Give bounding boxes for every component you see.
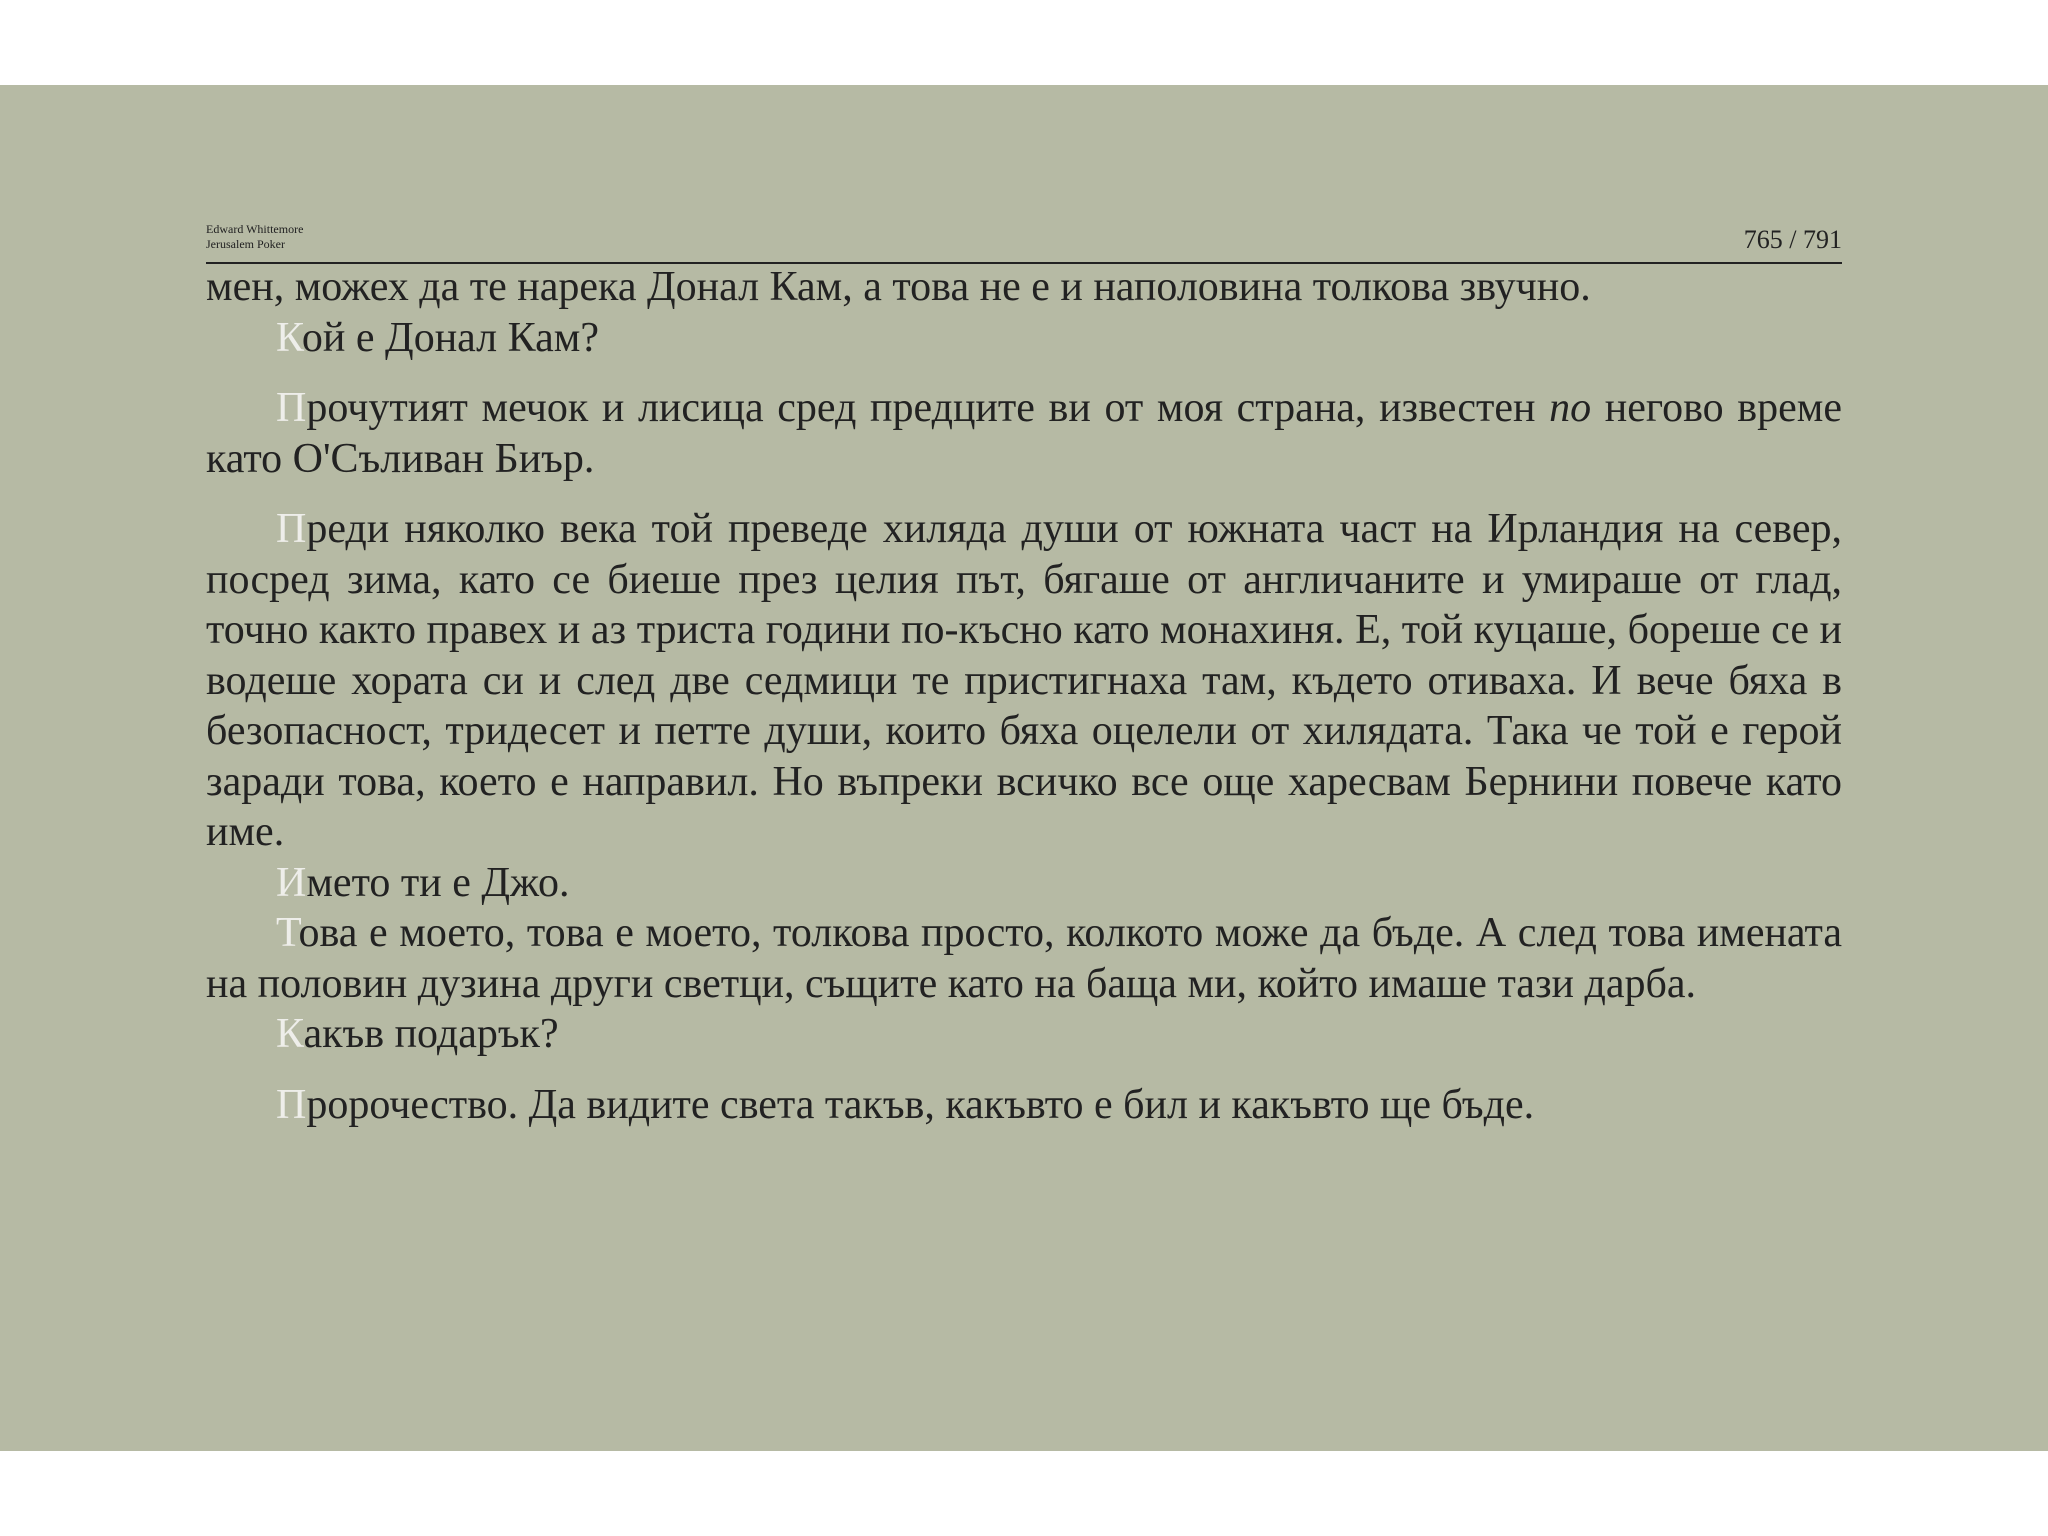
paragraph-text: акъв подарък? <box>303 1011 559 1057</box>
page-header <box>206 222 1842 264</box>
drop-cap: И <box>276 859 307 906</box>
paragraph <box>206 504 1842 858</box>
page-counter: 765 / 791 <box>1743 225 1842 254</box>
drop-cap: П <box>276 506 307 552</box>
paragraph-text: ророчество. Да видите света такъв, какъвто е бил и какъвто ще бъде. <box>306 1081 1535 1128</box>
paragraph-text: негово време като О'Съливан Биър. <box>206 385 1842 482</box>
paragraph <box>206 908 1842 1009</box>
drop-cap: К <box>276 1011 304 1057</box>
book-meta <box>206 222 303 252</box>
author-name: Edward Whittemore <box>206 222 304 236</box>
drop-cap: П <box>276 1081 307 1128</box>
paragraph <box>206 1080 1842 1131</box>
drop-cap: Т <box>276 910 299 956</box>
drop-cap: К <box>276 314 302 361</box>
book-text <box>206 262 1842 1130</box>
paragraph <box>206 313 1842 364</box>
paragraph <box>206 1009 1842 1060</box>
paragraph-text: ова е моето, това е моето, толкова просто, колкото може да бъде. А след това имената на половин дузина други светци, същите като на баща ми, който имаше тази дарба. <box>206 910 1842 1007</box>
paragraph-text: мето ти е Джо. <box>306 859 570 906</box>
paragraph-text: ой е Донал Кам? <box>301 314 599 361</box>
book-title: Jerusalem Poker <box>206 237 285 251</box>
paragraph-text: реди няколко века той преведе хиляда души от южната част на Ирландия на север, посред зима, като се биеше през целия път, бягаше от англичаните и умираше от глад, точно както правех и аз триста години по-късно като монахиня. Е, той куцаше, бореше се и водеше хората си и след две седмици те пристигнаха там, където отиваха. И вече бяха в безопасност, тридесет и петте души, които бяха оцелели от хилядата. Така че той е герой заради това, което е направил. Но въпреки всичко все още харесвам Бернини повече като име. <box>206 506 1842 855</box>
paragraph: мен, можех да те нарека Донал Кам, а това не е и наполовина толкова звучно. <box>206 264 1591 310</box>
paragraph <box>206 383 1842 484</box>
paragraph <box>206 858 1842 909</box>
drop-cap: П <box>276 385 307 431</box>
paragraph-text: рочутият мечок и лисица сред предците ви от моя страна, известен <box>306 385 1550 431</box>
emphasis-text: по <box>1549 385 1592 431</box>
